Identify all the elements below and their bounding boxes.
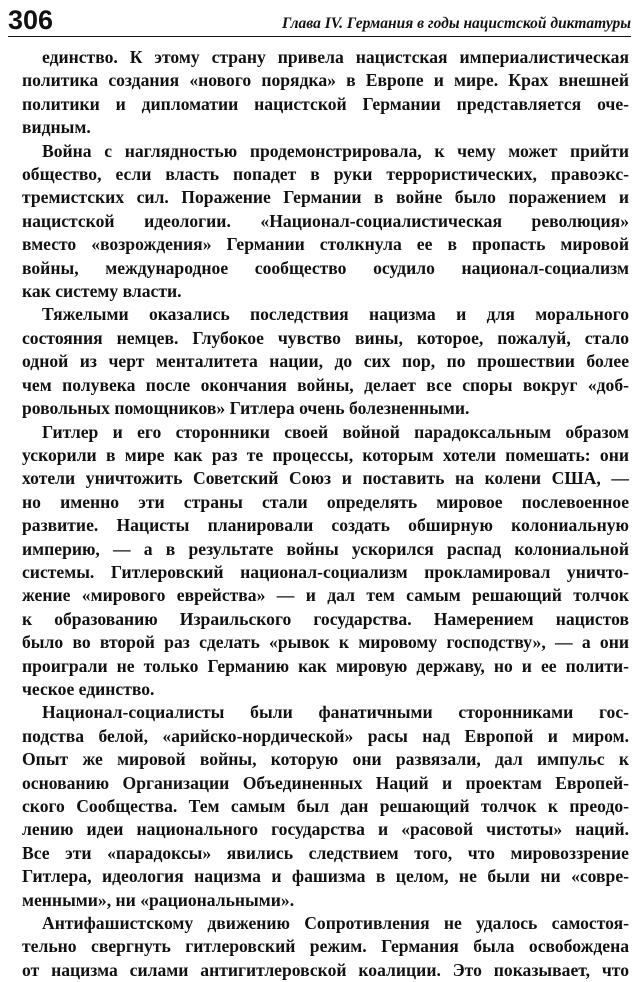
text-line: видным. (22, 117, 91, 138)
text-line: Война с наглядностью продемонстрировала, к чему может прийти (42, 140, 629, 161)
text-line: проиграли не только Германию как мировую державу, но и ее полити- (22, 655, 629, 676)
text-line: было во второй раз сделать «рывок к мировому господству», — а они (22, 632, 629, 653)
text-line: менными», ни «рациональными». (22, 889, 295, 910)
page-header (8, 2, 631, 37)
text-line: но именно эти страны стали определять мировое послевоенное (22, 491, 629, 512)
page-number: 306 (8, 5, 54, 35)
text-line: ускорили в мире как раз те процессы, которым хотели помешать: они (22, 444, 629, 465)
text-line: основанию Организации Объединенных Наций и проектам Европей- (22, 772, 629, 793)
text-line: общество, если власть попадет в руки террористических, правоэкс- (22, 164, 629, 185)
text-line: нацистской идеологии. «Национал-социалистическая революция» (22, 210, 629, 231)
text-line: чем полувека после окончания войны, делает все споры вокруг «доб- (22, 374, 629, 395)
paragraph (22, 46, 629, 140)
text-line: Все эти «парадоксы» явились следствием того, что мировоззрение (22, 842, 629, 863)
text-line: ческое единство. (22, 678, 155, 699)
text-line: жение «мирового еврейства» — и дал тем самым решающий толчок (22, 585, 629, 606)
text-line: Национал-социалисты были фанатичными сторонниками гос- (42, 702, 629, 723)
text-line: Антифашистскому движению Сопротивления не удалось самостоя- (42, 913, 629, 934)
text-line: ровольных помощников» Гитлера очень болезненными. (22, 398, 470, 419)
text-line: политики и дипломатии нацистской Германии представляется оче- (22, 93, 629, 114)
text-line: состояния немцев. Глубокое чувство вины, которое, пожалуй, стало (22, 327, 629, 348)
text-line: системы. Гитлеровский национал-социализм прокламировал уничто- (22, 561, 629, 582)
text-line: ского Сообщества. Тем самым был дан решающий толчок к преодо- (22, 796, 629, 816)
text-line: единство. К этому страну привела нацистская империалистическая (42, 47, 629, 67)
text-line: политика создания «нового порядка» в Европе и мире. Крах внешней (22, 70, 629, 91)
text-line: вместо «возрождения» Германии столкнула ее в пропасть мировой (22, 234, 629, 255)
text-line: развитие. Нацисты планировали создать обширную колониальную (22, 515, 629, 536)
text-line: от нацизма силами антигитлеровской коалиции. Это показывает, что (22, 959, 629, 980)
running-head: Глава IV. Германия в годы нацистской диктатуры (282, 15, 631, 32)
text-line: Опыт же мировой войны, которую они развязали, дал импульс к (22, 749, 629, 770)
text-line: хотели уничтожить Советский Союз и поставить на колени США, — (22, 468, 629, 489)
text-line: тремистских сил. Поражение Германии в войне было поражением и (22, 187, 629, 208)
text-line: одной из черт менталитета нации, до сих пор, по прошествии более (22, 351, 629, 372)
paragraph (22, 912, 629, 982)
text-line: как систему власти. (22, 281, 182, 302)
paragraph (22, 701, 629, 912)
text-line: подства белой, «арийско-нордической» расы над Европой и миром. (22, 725, 629, 746)
paragraph (22, 140, 629, 304)
text-line: Гитлера, идеология нацизма и фашизма в целом, не были ни «совре- (22, 866, 629, 887)
text-line: тельно свергнуть гитлеровский режим. Германия была освобождена (22, 936, 629, 957)
text-line: империю, — а в результате войны ускорился распад колониальной (22, 538, 629, 559)
paragraph (22, 303, 629, 420)
body-text (22, 46, 629, 982)
text-line: к образованию Израильского государства. Намерением нацистов (22, 608, 629, 629)
paragraph (22, 421, 629, 702)
text-line: войны, международное сообщество осудило национал-социализм (22, 257, 629, 278)
text-line: лению идеи национального государства и «расовой чистоты» наций. (22, 819, 629, 840)
text-line: Тяжелыми оказались последствия нацизма и для морального (42, 304, 629, 325)
text-line: Гитлер и его сторонники своей войной парадоксальным образом (42, 421, 629, 442)
